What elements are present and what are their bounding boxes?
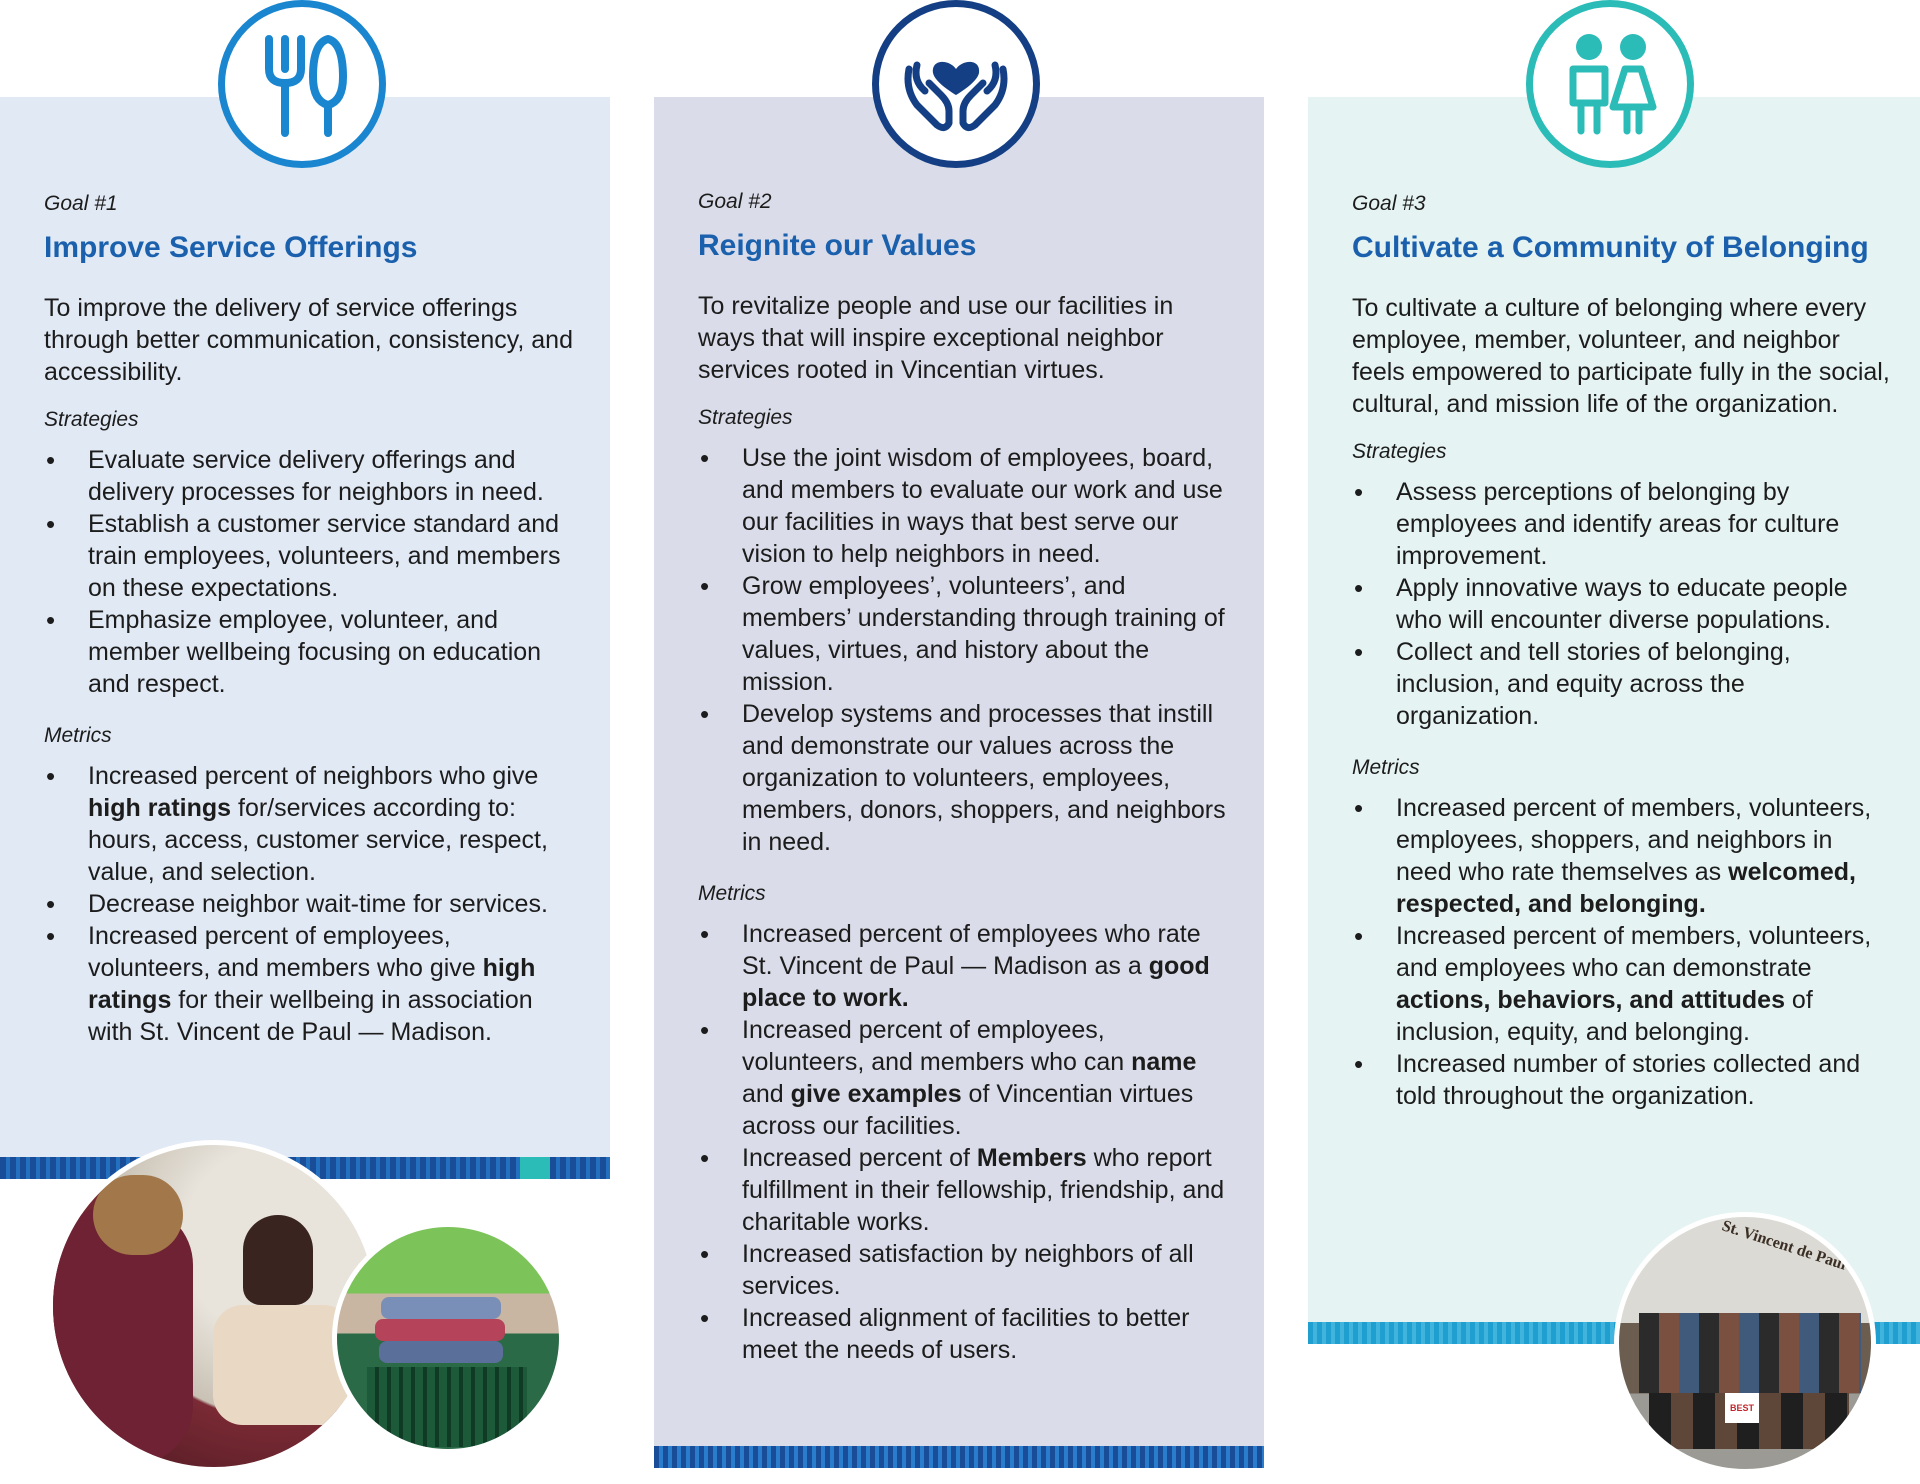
stripe-accent	[520, 1157, 550, 1179]
store-sign-text: St. Vincent de Paul	[1719, 1217, 1849, 1274]
list-item: • Develop systems and processes that instill and demonstrate our values across the organization to volunteers, employees, members, donors, shoppers, and neighbors in need.	[698, 698, 1228, 858]
clothing-stack	[381, 1297, 501, 1319]
person-figure	[243, 1215, 313, 1305]
list-item: • Increased percent of Members who report fulfillment in their fellowship, friendship, and charitable works.	[698, 1142, 1228, 1238]
goal-1-strategies-list	[44, 444, 574, 700]
goal-2-metrics-label: Metrics	[698, 882, 766, 905]
list-item: • Establish a customer service standard and train employees, volunteers, and members on these expectations.	[44, 508, 574, 604]
goal-3-intro: To cultivate a culture of belonging where every employee, member, volunteer, and neighbor feels empowered to participate fully in the social, cultural, and mission life of the organization.	[1352, 294, 1890, 418]
list-item: • Increased number of stories collected and told throughout the organization.	[1352, 1048, 1892, 1112]
list-item: • Evaluate service delivery offerings and delivery processes for neighbors in need.	[44, 444, 574, 508]
list-item: • Increased percent of employees, volunteers, and members who can name and give examples of Vincentian virtues across our facilities.	[698, 1014, 1228, 1142]
list-item: • Increased percent of employees who rate St. Vincent de Paul — Madison as a good place to work.	[698, 918, 1228, 1014]
list-item: • Grow employees’, volunteers’, and members’ understanding through training of values, virtues, and history about the mission.	[698, 570, 1228, 698]
goal-2-metrics-list	[698, 918, 1228, 1366]
group-of-people	[1639, 1313, 1861, 1393]
list-item: • Emphasize employee, volunteer, and member wellbeing focusing on education and respect.	[44, 604, 574, 700]
goal-2-strategies-list	[698, 442, 1228, 858]
person-figure	[93, 1175, 183, 1255]
list-item: • Increased alignment of facilities to better meet the needs of users.	[698, 1302, 1228, 1366]
list-item: • Assess perceptions of belonging by employees and identify areas for culture improvement.	[1352, 476, 1892, 572]
list-item: • Decrease neighbor wait-time for services.	[44, 888, 574, 920]
goal-3-panel	[1308, 97, 1920, 1342]
fork-knife-icon	[218, 0, 386, 168]
goal-3-title: Cultivate a Community of Belonging	[1352, 231, 1869, 264]
goal-2-title: Reignite our Values	[698, 229, 977, 262]
clothing-stack	[375, 1319, 505, 1341]
list-item: • Use the joint wisdom of employees, board, and members to evaluate our work and use our facilities in ways that best serve our vision to help neighbors in need.	[698, 442, 1228, 570]
goal-3-strategies-label: Strategies	[1352, 440, 1447, 463]
goal-1-metrics-list	[44, 760, 574, 1048]
goal-1-title: Improve Service Offerings	[44, 231, 418, 264]
list-item: • Increased satisfaction by neighbors of all services.	[698, 1238, 1228, 1302]
list-item: • Increased percent of neighbors who give high ratings for/services according to: hours, access, customer service, respect, value, and selection.	[44, 760, 574, 888]
service-desk-photo	[48, 1140, 380, 1472]
clothing-bin-photo	[332, 1222, 564, 1454]
goal-1-number: Goal #1	[44, 192, 118, 215]
goal-2-intro: To revitalize people and use our facilities in ways that will inspire exceptional neighbor services rooted in Vincentian virtues.	[698, 292, 1174, 384]
goal-1-metrics-label: Metrics	[44, 724, 112, 747]
best-badge: BEST	[1725, 1393, 1759, 1423]
goal-2-panel	[654, 97, 1264, 1447]
goal-3-metrics-label: Metrics	[1352, 756, 1420, 779]
list-item: • Increased percent of members, volunteers, employees, shoppers, and neighbors in need who rate themselves as welcomed, respected, and belonging.	[1352, 792, 1892, 920]
goal-2-number: Goal #2	[698, 190, 772, 213]
crate	[367, 1367, 527, 1447]
goal-3-strategies-list	[1352, 476, 1892, 732]
goal-3-metrics-list	[1352, 792, 1892, 1112]
goal-1-intro: To improve the delivery of service offerings through better communication, consistency, and accessibility.	[44, 294, 573, 386]
stripe-divider	[654, 1446, 1264, 1468]
people-icon	[1526, 0, 1694, 168]
list-item: • Increased percent of employees, volunteers, and members who give high ratings for their wellbeing in association with St. Vincent de Paul — Madison.	[44, 920, 574, 1048]
list-item: • Apply innovative ways to educate people who will encounter diverse populations.	[1352, 572, 1892, 636]
list-item: • Collect and tell stories of belonging, inclusion, and equity across the organization.	[1352, 636, 1892, 732]
list-item: • Increased percent of members, volunteers, and employees who can demonstrate actions, behaviors, and attitudes of inclusion, equity, and belonging.	[1352, 920, 1892, 1048]
group-photo	[1614, 1212, 1876, 1474]
goal-3-number: Goal #3	[1352, 192, 1426, 215]
goal-1-panel	[0, 97, 610, 1177]
hands-heart-icon	[872, 0, 1040, 168]
goal-2-strategies-label: Strategies	[698, 406, 793, 429]
clothing-stack	[379, 1341, 503, 1363]
goal-1-strategies-label: Strategies	[44, 408, 139, 431]
